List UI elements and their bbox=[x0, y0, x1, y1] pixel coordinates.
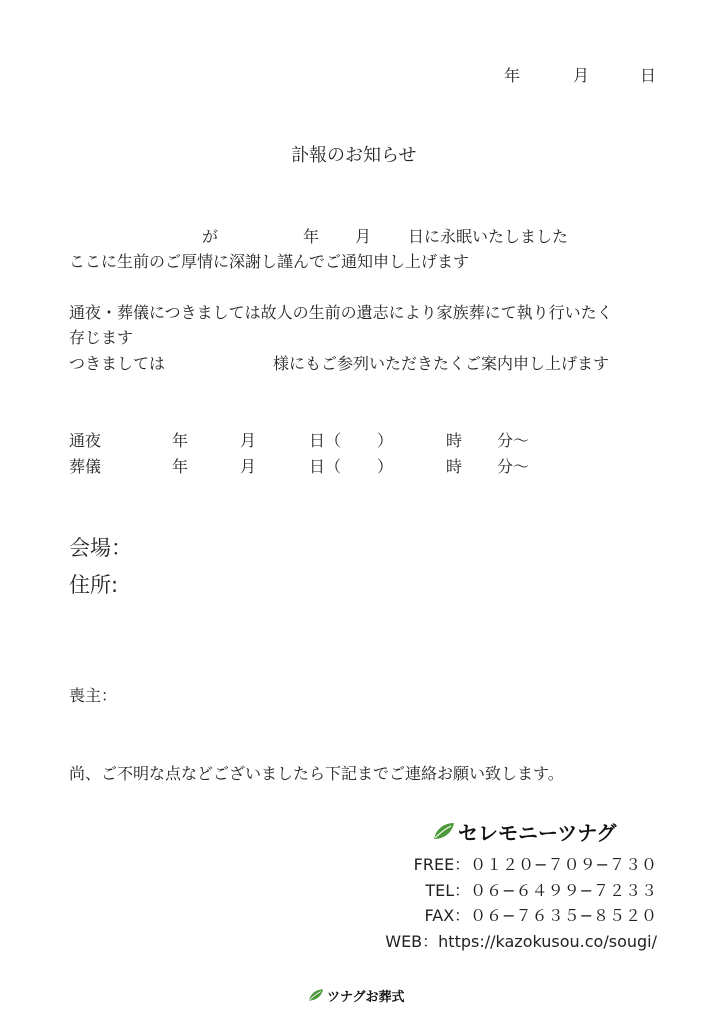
intro-ga: が bbox=[202, 227, 219, 246]
intro-gratitude: ここに生前のご厚情に深謝し謹んでご通知申し上げます bbox=[69, 252, 470, 271]
schedule-wake-close: ） bbox=[377, 431, 394, 450]
intro-year: 年 bbox=[303, 227, 320, 246]
company-fax-number: FAX：０６−７６３５−８５２０ bbox=[424, 906, 657, 925]
schedule-funeral-close: ） bbox=[377, 457, 394, 476]
leaf-icon bbox=[307, 988, 325, 1002]
schedule-wake-hour: 時 bbox=[446, 431, 463, 450]
schedule-funeral-hour: 時 bbox=[446, 457, 463, 476]
date-year-label: 年 bbox=[504, 66, 521, 85]
chief-mourner-label: 喪主： bbox=[69, 686, 118, 705]
company-tel-number: TEL：０６−６４９９−７２３３ bbox=[425, 881, 657, 900]
notice-line-3-start: つきましては bbox=[69, 354, 166, 373]
schedule-funeral-year: 年 bbox=[172, 457, 189, 476]
schedule-wake-year: 年 bbox=[172, 431, 189, 450]
date-day-label: 日 bbox=[640, 66, 657, 85]
notice-line-1: 通夜・葬儀につきましては故人の生前の遺志により家族葬にて執り行いたく bbox=[69, 303, 613, 322]
venue-label: 会場： bbox=[69, 536, 132, 560]
intro-month: 月 bbox=[355, 227, 372, 246]
company-web-url[interactable]: WEB：https://kazokusou.co/sougi/ bbox=[385, 932, 657, 951]
schedule-wake-month: 月 bbox=[240, 431, 257, 450]
company-name: セレモニーツナグ bbox=[458, 820, 617, 845]
closing-note: 尚、ご不明な点などございましたら下記までご連絡お願い致します。 bbox=[69, 764, 564, 783]
schedule-funeral-day: 日（ bbox=[309, 457, 342, 476]
notice-line-2: 存じます bbox=[69, 328, 134, 347]
schedule-wake-label: 通夜 bbox=[69, 431, 102, 450]
intro-passed-away: 日に永眠いたしました bbox=[408, 227, 569, 246]
company-free-number: FREE：０１２０−７０９−７３０ bbox=[413, 855, 657, 874]
schedule-wake-minute: 分～ bbox=[497, 431, 530, 450]
leaf-icon bbox=[432, 821, 456, 841]
footer-brand-name: ツナグお葬式 bbox=[327, 989, 405, 1005]
footer-brand-logo bbox=[307, 984, 404, 1006]
date-month-label: 月 bbox=[573, 66, 590, 85]
page-title: 訃報のお知らせ bbox=[291, 145, 417, 166]
company-logo bbox=[432, 816, 616, 846]
notice-line-3-end: 様にもご参列いただきたくご案内申し上げます bbox=[273, 354, 610, 373]
schedule-wake-day: 日（ bbox=[309, 431, 342, 450]
address-label: 住所: bbox=[69, 573, 119, 597]
schedule-funeral-month: 月 bbox=[240, 457, 257, 476]
schedule-funeral-label: 葬儀 bbox=[69, 457, 102, 476]
schedule-funeral-minute: 分～ bbox=[497, 457, 530, 476]
